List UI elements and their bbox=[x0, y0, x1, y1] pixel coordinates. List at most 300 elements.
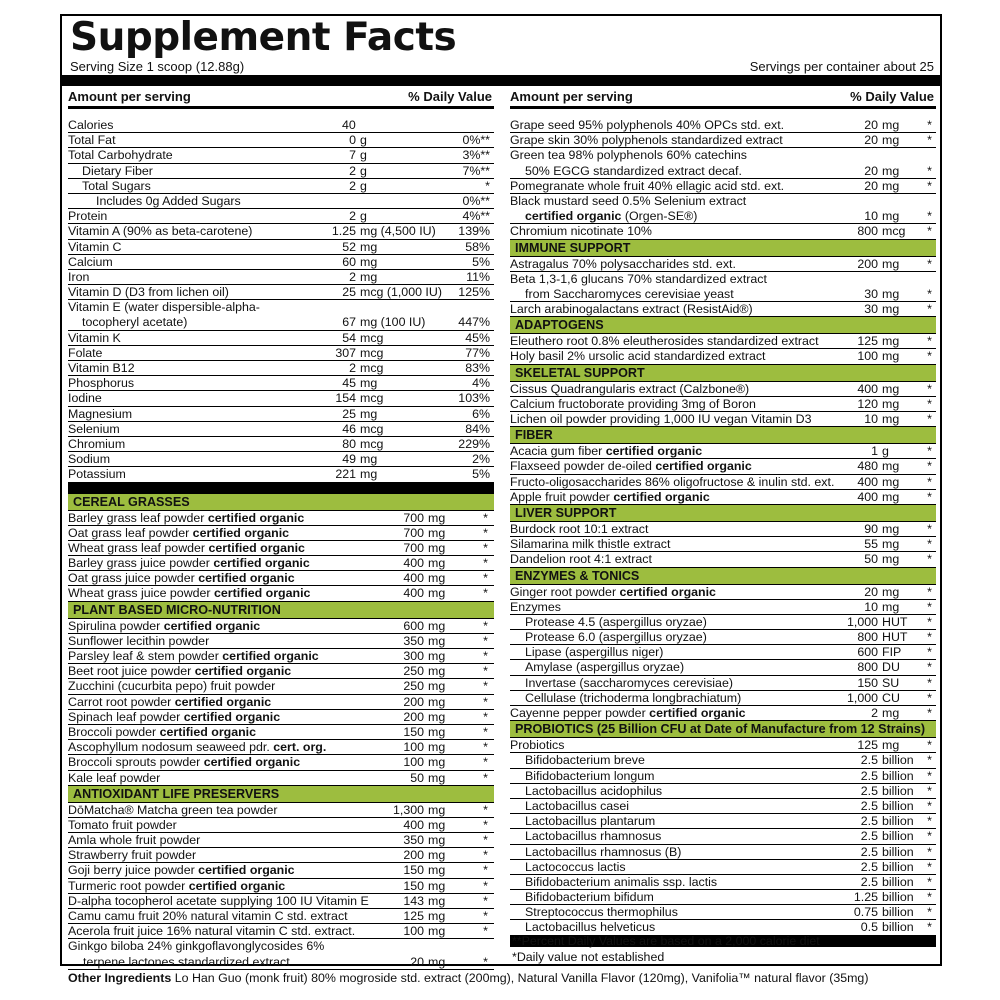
ingredient-label: Ginkgo biloba 24% ginkgoflavonglycosides 6% bbox=[68, 939, 325, 954]
ingredient-unit: mg bbox=[428, 863, 446, 878]
ingredient-amount: 10 bbox=[864, 412, 878, 426]
ingredient-name bbox=[510, 118, 784, 133]
ingredient-amount: 0.5 bbox=[860, 920, 878, 935]
ingredient-label: Barley grass juice powder bbox=[68, 556, 210, 571]
ingredient-amount: 2.5 bbox=[860, 859, 878, 874]
ingredient-row bbox=[510, 194, 936, 209]
nutrient-name: Protein bbox=[68, 209, 108, 224]
ingredient-row bbox=[68, 939, 494, 954]
nutrient-row bbox=[68, 240, 494, 255]
daily-value: * bbox=[927, 412, 932, 426]
certified-organic-label: certified organic bbox=[192, 525, 290, 540]
ingredient-row bbox=[510, 148, 936, 163]
ingredient-amount: 600 bbox=[403, 618, 424, 633]
nutrient-unit: g bbox=[360, 178, 367, 193]
ingredient-name bbox=[510, 738, 564, 753]
ingredient-unit: mg bbox=[428, 740, 446, 755]
ingredient-amount: 400 bbox=[403, 571, 424, 586]
ingredient-amount: 400 bbox=[857, 489, 878, 504]
ingredient-amount: 150 bbox=[857, 675, 878, 690]
certified-organic-label: cert. org. bbox=[273, 740, 327, 755]
ingredient-amount: 400 bbox=[403, 556, 424, 571]
ingredient-name bbox=[525, 784, 662, 799]
daily-value: * bbox=[927, 859, 932, 874]
ingredient-row bbox=[68, 848, 494, 863]
ingredient-name bbox=[525, 845, 681, 860]
ingredient-name bbox=[525, 814, 655, 829]
daily-value: * bbox=[483, 709, 488, 724]
daily-value: * bbox=[927, 552, 932, 567]
ingredient-row bbox=[68, 664, 494, 679]
ingredient-amount: 250 bbox=[403, 664, 424, 679]
ingredient-unit: mg bbox=[882, 256, 900, 271]
nutrient-row bbox=[68, 194, 494, 209]
daily-value: * bbox=[927, 178, 932, 193]
nutrient-name: Calories bbox=[68, 118, 114, 132]
nutrient-unit: mg (100 IU) bbox=[360, 315, 426, 330]
nutrient-amount: 25 bbox=[342, 406, 356, 421]
ingredient-label: Eleuthero root 0.8% eleutherosides standardized extract bbox=[510, 334, 819, 349]
ingredient-amount: 480 bbox=[857, 459, 878, 474]
ingredient-unit: g bbox=[882, 444, 889, 459]
ingredient-name bbox=[525, 829, 661, 844]
daily-value: * bbox=[927, 798, 932, 813]
ingredient-row bbox=[68, 740, 494, 755]
ingredient-row bbox=[510, 133, 936, 148]
ingredient-amount: 50 bbox=[410, 770, 424, 785]
footnote: *Daily value not established bbox=[512, 950, 665, 964]
certified-organic-label: certified organic bbox=[525, 209, 622, 224]
nutrient-row bbox=[68, 391, 494, 406]
section-header: ADAPTOGENS bbox=[510, 317, 936, 334]
daily-value: * bbox=[927, 224, 932, 239]
nutrient-amount: 307 bbox=[335, 345, 356, 360]
ingredient-name bbox=[510, 459, 752, 474]
ingredient-row bbox=[510, 890, 936, 905]
ingredient-amount: 1,300 bbox=[392, 802, 424, 817]
section-header: ANTIOXIDANT LIFE PRESERVERS bbox=[68, 786, 494, 803]
ingredient-label: Enzymes bbox=[510, 599, 561, 614]
ingredient-name bbox=[68, 848, 196, 863]
ingredient-row bbox=[510, 860, 936, 875]
ingredient-label: Larch arabinogalactans extract (ResistAid®) bbox=[510, 302, 753, 317]
ingredient-name bbox=[510, 334, 819, 349]
ingredient-label: Protease 4.5 (aspergillus oryzae) bbox=[525, 614, 707, 629]
ingredient-row bbox=[510, 845, 936, 860]
ingredient-name bbox=[525, 890, 654, 905]
ingredient-unit: mg bbox=[428, 556, 446, 571]
ingredient-unit: mg bbox=[428, 724, 446, 739]
ingredient-unit: mg bbox=[882, 489, 900, 504]
ingredient-row bbox=[68, 695, 494, 710]
dv-header: % Daily Value bbox=[408, 89, 492, 104]
daily-value: 103% bbox=[458, 391, 490, 406]
daily-value: 139% bbox=[458, 224, 490, 239]
ingredient-unit: mg bbox=[428, 954, 446, 969]
ingredient-name bbox=[68, 755, 300, 770]
ingredient-label: Chromium nicotinate 10% bbox=[510, 224, 652, 239]
daily-value: 4%** bbox=[462, 209, 490, 224]
nutrient-amount: 2 bbox=[349, 269, 356, 284]
ingredient-label: Lactobacillus plantarum bbox=[525, 814, 656, 829]
ingredient-row bbox=[510, 753, 936, 768]
ingredient-label: Acerola fruit juice 16% natural vitamin C std. extract. bbox=[68, 924, 356, 939]
ingredient-label: Wheat grass leaf powder bbox=[68, 540, 206, 555]
ingredient-row bbox=[510, 490, 936, 505]
ingredient-name bbox=[510, 475, 834, 490]
ingredient-name bbox=[68, 649, 319, 664]
nutrient-row bbox=[68, 164, 494, 179]
ingredient-name bbox=[68, 679, 275, 694]
ingredient-unit: mcg bbox=[882, 224, 906, 239]
ingredient-unit: mg bbox=[428, 755, 446, 770]
ingredient-amount: 200 bbox=[403, 694, 424, 709]
ingredient-row bbox=[510, 645, 936, 660]
ingredient-label: DōMatcha® Matcha green tea powder bbox=[68, 802, 278, 817]
ingredient-label: Tomato fruit powder bbox=[68, 817, 177, 832]
ingredient-row bbox=[510, 552, 936, 567]
ingredient-amount: 100 bbox=[403, 924, 424, 939]
ingredient-unit: mg bbox=[428, 664, 446, 679]
daily-value: * bbox=[927, 334, 932, 349]
footnotes bbox=[512, 933, 820, 965]
ingredient-name bbox=[525, 691, 741, 706]
ingredient-amount: 10 bbox=[864, 599, 878, 614]
ingredient-name bbox=[68, 571, 295, 586]
ingredient-row bbox=[68, 955, 494, 970]
ingredient-row bbox=[510, 799, 936, 814]
certified-organic-label: certified organic bbox=[605, 444, 703, 459]
daily-value: * bbox=[927, 753, 932, 768]
ingredient-amount: 30 bbox=[864, 302, 878, 317]
ingredient-name bbox=[525, 676, 733, 691]
certified-organic-label: certified organic bbox=[198, 863, 295, 878]
daily-value: 7%** bbox=[462, 163, 490, 178]
ingredient-row bbox=[68, 634, 494, 649]
nutrient-name: Dietary Fiber bbox=[82, 163, 153, 178]
daily-value: 5% bbox=[472, 254, 490, 269]
ingredient-label: 50% EGCG standardized extract decaf. bbox=[525, 163, 742, 178]
daily-value: 11% bbox=[466, 269, 490, 284]
certified-organic-label: certified organic bbox=[649, 706, 746, 720]
ingredient-row bbox=[510, 164, 936, 179]
section-header: SKELETAL SUPPORT bbox=[510, 365, 936, 382]
ingredient-label: Parsley leaf & stem powder bbox=[68, 649, 219, 663]
ingredient-amount: 200 bbox=[403, 848, 424, 863]
nutrient-unit: g bbox=[360, 209, 367, 224]
ingredient-label: Broccoli powder bbox=[68, 724, 157, 739]
ingredient-label: Lactobacillus casei bbox=[525, 798, 630, 813]
ingredient-unit: mg bbox=[882, 459, 900, 474]
ingredient-row bbox=[510, 257, 936, 272]
ingredient-label: Astragalus 70% polysaccharides std. ext. bbox=[510, 256, 736, 271]
nutrient-name: Total Sugars bbox=[82, 178, 151, 193]
ingredient-row bbox=[68, 541, 494, 556]
ingredient-row bbox=[510, 475, 936, 490]
ingredient-label: D-alpha tocopherol acetate supplying 100 IU Vitamin E bbox=[68, 893, 369, 908]
ingredient-row bbox=[510, 224, 936, 239]
ingredient-unit: SU bbox=[882, 675, 900, 690]
ingredient-name bbox=[68, 833, 200, 848]
ingredient-name bbox=[525, 630, 707, 645]
ingredient-name bbox=[510, 585, 716, 600]
daily-value: * bbox=[483, 954, 488, 969]
ingredient-label: Cissus Quadrangularis extract (Calzbone®) bbox=[510, 381, 750, 396]
ingredient-label: Broccoli sprouts powder bbox=[68, 755, 201, 770]
ingredient-unit: mg bbox=[882, 118, 900, 132]
ingredient-amount: 200 bbox=[857, 256, 878, 271]
divider-bar bbox=[62, 75, 940, 86]
ingredient-name bbox=[68, 863, 295, 878]
ingredient-row bbox=[510, 829, 936, 844]
ingredient-name bbox=[510, 349, 766, 364]
ingredient-row bbox=[510, 875, 936, 890]
nutrient-unit: mg bbox=[360, 239, 378, 254]
ingredient-name bbox=[525, 905, 678, 920]
ingredient-name bbox=[525, 769, 654, 784]
ingredient-label: Kale leaf powder bbox=[68, 770, 161, 785]
daily-value: * bbox=[483, 848, 488, 863]
ingredient-unit: mg bbox=[428, 848, 446, 863]
daily-value: * bbox=[483, 878, 488, 893]
daily-value: * bbox=[927, 645, 932, 660]
daily-value: * bbox=[483, 817, 488, 832]
ingredient-amount: 20 bbox=[864, 584, 878, 599]
ingredient-unit: mg bbox=[882, 349, 900, 364]
ingredient-unit: mg bbox=[428, 924, 446, 939]
certified-organic-label: certified organic bbox=[203, 755, 301, 770]
ingredient-label: Grape skin 30% polyphenols standardized extract bbox=[510, 133, 783, 148]
daily-value: 3%** bbox=[462, 148, 490, 163]
ingredient-label: Lactobacillus acidophilus bbox=[525, 783, 663, 798]
daily-value: * bbox=[927, 814, 932, 829]
ingredient-name bbox=[525, 875, 717, 890]
ingredient-label: Lichen oil powder providing 1,000 IU vegan Vitamin D3 bbox=[510, 412, 812, 426]
ingredient-name bbox=[510, 537, 670, 552]
ingredient-unit: billion bbox=[882, 814, 914, 829]
ingredient-amount: 2.5 bbox=[860, 874, 878, 889]
section-header: ENZYMES & TONICS bbox=[510, 568, 936, 585]
ingredient-name bbox=[525, 615, 707, 630]
ingredient-amount: 2.5 bbox=[860, 844, 878, 859]
ingredient-row bbox=[510, 738, 936, 753]
ingredient-name bbox=[68, 924, 355, 939]
ingredient-unit: mg bbox=[882, 286, 900, 301]
serving-size: Serving Size 1 scoop (12.88g) bbox=[70, 59, 245, 74]
ingredient-row bbox=[68, 571, 494, 586]
ingredient-row bbox=[510, 412, 936, 427]
nutrient-unit: g bbox=[360, 148, 367, 163]
daily-value: * bbox=[927, 905, 932, 920]
ingredient-amount: 200 bbox=[403, 709, 424, 724]
ingredient-label: Fructo-oligosaccharides 86% oligofructose & inulin std. ext. bbox=[510, 474, 835, 489]
ingredient-row bbox=[68, 511, 494, 526]
nutrient-row bbox=[68, 467, 494, 482]
ingredient-name bbox=[68, 909, 348, 924]
ingredient-label: Spirulina powder bbox=[68, 618, 161, 633]
ingredient-name bbox=[525, 660, 684, 675]
amount-header: Amount per serving bbox=[510, 89, 633, 104]
nutrient-name: Magnesium bbox=[68, 406, 133, 421]
nutrient-name: Total Carbohydrate bbox=[68, 148, 173, 163]
ingredient-label: Protease 6.0 (aspergillus oryzae) bbox=[525, 630, 707, 645]
ingredient-row bbox=[510, 272, 936, 287]
daily-value: * bbox=[927, 829, 932, 844]
ingredient-row bbox=[68, 725, 494, 740]
ingredient-amount: 20 bbox=[864, 178, 878, 193]
ingredient-unit: billion bbox=[882, 920, 914, 935]
daily-value: * bbox=[483, 679, 488, 694]
ingredient-name bbox=[510, 179, 784, 194]
ingredient-unit: mg bbox=[882, 537, 900, 552]
daily-value: * bbox=[483, 633, 488, 648]
ingredient-amount: 800 bbox=[857, 224, 878, 239]
nutrient-amount: 0 bbox=[349, 133, 356, 148]
daily-value: * bbox=[927, 474, 932, 489]
daily-value: 0%** bbox=[462, 133, 490, 148]
ingredient-label: Ascophyllum nodosum seaweed pdr. bbox=[68, 740, 270, 755]
daily-value: 229% bbox=[458, 436, 490, 451]
nutrient-unit: mcg bbox=[360, 330, 384, 345]
certified-organic-label: certified organic bbox=[214, 586, 311, 601]
ingredient-unit: billion bbox=[882, 874, 914, 889]
nutrient-name: Calcium bbox=[68, 254, 113, 269]
ingredient-row bbox=[510, 537, 936, 552]
ingredient-row bbox=[510, 630, 936, 645]
ingredient-label: Lipase (aspergillus niger) bbox=[525, 645, 664, 660]
ingredient-amount: 100 bbox=[403, 755, 424, 770]
nutrient-unit: mg bbox=[360, 269, 378, 284]
daily-value: * bbox=[483, 833, 488, 848]
nutrient-amount: 49 bbox=[342, 452, 356, 467]
daily-value: * bbox=[483, 586, 488, 601]
daily-value: * bbox=[483, 924, 488, 939]
ingredient-name bbox=[510, 444, 702, 459]
nutrient-unit: g bbox=[360, 133, 367, 148]
ingredient-name bbox=[525, 645, 663, 660]
daily-value: * bbox=[483, 802, 488, 817]
ingredient-name bbox=[510, 302, 753, 317]
ingredient-row bbox=[510, 522, 936, 537]
ingredient-row bbox=[68, 710, 494, 725]
daily-value: 4% bbox=[472, 376, 490, 391]
ingredient-row bbox=[68, 833, 494, 848]
ingredient-label: Cellulase (trichoderma longbrachiatum) bbox=[525, 690, 742, 705]
daily-value: 2% bbox=[472, 452, 490, 467]
dv-header: % Daily Value bbox=[850, 89, 934, 104]
nutrient-row bbox=[68, 148, 494, 163]
ingredient-row bbox=[68, 679, 494, 694]
ingredient-unit: billion bbox=[882, 890, 914, 905]
ingredient-label: Cayenne pepper powder bbox=[510, 706, 646, 720]
nutrient-unit: mcg bbox=[360, 345, 384, 360]
certified-organic-label: certified organic bbox=[613, 489, 710, 504]
ingredient-label: Green tea 98% polyphenols 60% catechins bbox=[510, 148, 747, 163]
daily-value: * bbox=[483, 755, 488, 770]
daily-value: * bbox=[927, 133, 932, 148]
footnote: **Percent Daily Values are based on a 2,000 calorie diet bbox=[512, 934, 820, 948]
ingredient-unit: mg bbox=[428, 878, 446, 893]
ingredient-unit: billion bbox=[882, 768, 914, 783]
ingredient-unit: mg bbox=[428, 893, 446, 908]
nutrient-row bbox=[68, 300, 494, 315]
ingredient-unit: mg bbox=[882, 396, 900, 411]
ingredient-label: Barley grass leaf powder bbox=[68, 510, 205, 525]
daily-value: * bbox=[927, 302, 932, 317]
nutrient-amount: 80 bbox=[342, 436, 356, 451]
ingredient-label: Oat grass juice powder bbox=[68, 571, 195, 586]
nutrient-unit: mcg bbox=[360, 391, 384, 406]
ingredient-row bbox=[68, 649, 494, 664]
ingredient-name bbox=[68, 710, 280, 725]
nutrient-amount: 7 bbox=[349, 148, 356, 163]
daily-value: 447% bbox=[458, 315, 490, 330]
ingredient-unit: mg bbox=[882, 381, 900, 396]
daily-value: * bbox=[483, 571, 488, 586]
ingredient-unit: billion bbox=[882, 859, 914, 874]
ingredient-label: Lactobacillus helveticus bbox=[525, 920, 656, 935]
daily-value: 45% bbox=[465, 330, 490, 345]
nutrient-row bbox=[68, 224, 494, 239]
nutrient-unit: mcg bbox=[360, 421, 384, 436]
ingredient-unit: mg bbox=[882, 302, 900, 317]
ingredient-amount: 800 bbox=[857, 630, 878, 645]
ingredient-label: Holy basil 2% ursolic acid standardized extract bbox=[510, 349, 766, 364]
nutrient-row bbox=[68, 346, 494, 361]
ingredient-row bbox=[510, 382, 936, 397]
certified-organic-label: certified organic bbox=[188, 878, 286, 893]
ingredient-name bbox=[510, 133, 783, 148]
ingredient-amount: 125 bbox=[857, 738, 878, 753]
daily-value: * bbox=[927, 706, 932, 720]
ingredient-label: Silamarina milk thistle extract bbox=[510, 537, 671, 552]
ingredient-unit: mg bbox=[428, 679, 446, 694]
ingredient-row bbox=[68, 803, 494, 818]
ingredient-list bbox=[510, 118, 936, 947]
ingredient-row bbox=[68, 863, 494, 878]
right-column bbox=[510, 88, 936, 947]
ingredient-amount: 1 bbox=[871, 444, 878, 459]
ingredient-label: Carrot root powder bbox=[68, 694, 172, 709]
ingredient-row bbox=[510, 676, 936, 691]
ingredient-name bbox=[68, 664, 291, 679]
ingredient-amount: 350 bbox=[403, 633, 424, 648]
daily-value: * bbox=[927, 660, 932, 675]
daily-value: * bbox=[483, 770, 488, 785]
daily-value: * bbox=[927, 521, 932, 536]
ingredient-unit: billion bbox=[882, 753, 914, 768]
nutrient-amount: 2 bbox=[349, 361, 356, 375]
nutrient-name: Potassium bbox=[68, 467, 126, 482]
ingredient-amount: 300 bbox=[403, 649, 424, 663]
nutrient-amount: 40 bbox=[342, 118, 356, 132]
ingredient-name bbox=[83, 955, 290, 970]
nutrient-amount: 54 bbox=[342, 330, 356, 345]
ingredient-row bbox=[510, 334, 936, 349]
ingredient-label: Amla whole fruit powder bbox=[68, 833, 201, 848]
daily-value: * bbox=[483, 909, 488, 923]
ingredient-name bbox=[510, 272, 767, 287]
ingredient-amount: 800 bbox=[857, 660, 878, 675]
ingredient-amount: 2.5 bbox=[860, 798, 878, 813]
ingredient-name bbox=[510, 382, 749, 397]
ingredient-amount: 400 bbox=[403, 586, 424, 601]
ingredient-name bbox=[510, 397, 756, 412]
nutrient-row bbox=[68, 361, 494, 376]
ingredient-amount: 20 bbox=[410, 954, 424, 969]
nutrient-name: Iron bbox=[68, 269, 90, 284]
nutrient-amount: 67 bbox=[342, 315, 356, 330]
